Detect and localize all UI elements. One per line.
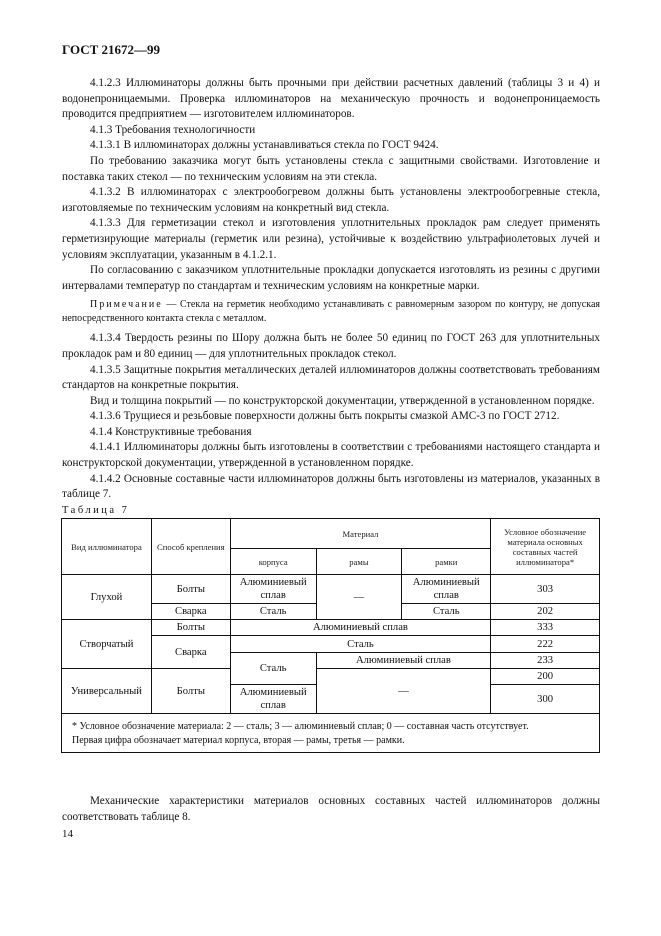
paragraph: По согласованию с заказчиком уплотнительные прокладки допускается изготовлять из резины с другими интервалами температур по стандартам и техническим условиям на конкретные марки. (62, 264, 600, 292)
cell-type: Универсальный (62, 669, 152, 714)
paragraph: 4.1.3.2 В иллюминаторах с электрообогревом должны быть установлены электрообогревные стекла, изготовляемые по техническим условиям на конкретный вид стекла. (62, 186, 600, 214)
paragraph: По требованию заказчика могут быть установлены стекла с защитными свойствами. Изготовление и поставка таких стекол — по техническим условиям на эти стекла. (62, 154, 600, 183)
cell-code: 333 (491, 620, 600, 636)
footnote-line: Первая цифра обозначает материал корпуса, вторая — рамы, третья — рамки. (72, 734, 405, 746)
header-code: Условное обозначение материала основных составных частей иллюминатора* (491, 519, 600, 575)
cell-code: 200 (491, 669, 600, 685)
header-frame: рамы (316, 549, 402, 575)
cell-code: 233 (491, 653, 600, 669)
page-number: 14 (62, 828, 73, 840)
footnote-line: * Условное обозначение материала: 2 — сталь; 3 — алюминиевый сплав; 0 — составная часть отсутствует. (72, 721, 529, 732)
cell-code: 300 (491, 685, 600, 714)
cell-code: 303 (491, 575, 600, 604)
paragraph: Механические характеристики материалов основных составных частей иллюминаторов должны соответствовать таблице 8. (62, 795, 600, 823)
header-body: корпуса (230, 549, 316, 575)
paragraph: 4.1.3 Требования технологичности (90, 123, 256, 136)
paragraph: 4.1.3.6 Трущиеся и резьбовые поверхности должны быть покрыты смазкой АМС-3 по ГОСТ 2712. (90, 410, 560, 423)
cell-material: Алюминиевый сплав (230, 620, 490, 636)
cell-code: 202 (491, 604, 600, 620)
table-caption: Таблица 7 (62, 505, 130, 516)
cell-body: Сталь (230, 653, 316, 685)
cell-frame2: Алюминиевый сплав (402, 575, 491, 604)
cell-mount: Болты (151, 620, 230, 636)
header-material: Материал (230, 519, 490, 549)
paragraph: 4.1.4.1 Иллюминаторы должны быть изготовлены в соответствии с требованиями настоящего стандарта и конструкторской документации, утвержденной в установленном порядке. (62, 441, 600, 470)
paragraph: 4.1.3.5 Защитные покрытия металлических деталей иллюминаторов должны соответствовать требованиям стандартов на конкретные покрытия. (62, 363, 600, 392)
paragraph: 4.1.3.1 В иллюминаторах должны устанавливаться стекла по ГОСТ 9424. (90, 139, 439, 152)
header-mount: Способ крепления (151, 519, 230, 575)
cell-body: Сталь (230, 604, 316, 620)
cell-material: — (316, 669, 491, 714)
header-frame2: рамки (402, 549, 491, 575)
cell-code: 222 (491, 636, 600, 653)
cell-material: Сталь (230, 636, 490, 653)
cell-frame2: Сталь (402, 604, 491, 620)
paragraph: 4.1.3.4 Твердость резины по Шору должна быть не более 50 единиц по ГОСТ 263 для уплотнительных прокладок рам и 80 единиц — для уплотнительных прокладок стекол. (62, 332, 600, 360)
body-text (62, 76, 600, 503)
header-type: Вид иллюминатора (62, 519, 152, 575)
cell-type: Створчатый (62, 620, 152, 669)
cell-mount: Болты (151, 669, 230, 714)
cell-mount: Сварка (151, 604, 230, 620)
note (62, 298, 600, 325)
cell-type: Глухой (62, 575, 152, 620)
note-label: Примечание (90, 299, 163, 311)
paragraph: 4.1.4 Конструктивные требования (90, 425, 252, 438)
closing-text (62, 794, 600, 825)
paragraph: 4.1.3.3 Для герметизации стекол и изготовления уплотнительных прокладок рам следует применять герметизирующие материалы (герметик или резина), устойчивые к воздействию ультрафиолетовых лучей и условиям эксплуатации, указанным в 4.1.2.1. (62, 217, 600, 261)
cell-body: Алюминиевый сплав (230, 685, 316, 714)
table-footnote (62, 714, 600, 753)
paragraph: Вид и толщина покрытий — по конструкторской документации, утвержденной в установленном порядке. (90, 394, 595, 407)
paragraph: 4.1.2.3 Иллюминаторы должны быть прочными при действии расчетных давлений (таблицы 3 и 4) и водонепроницаемыми. Проверка иллюминаторов на механическую прочность и водонепроницаемость проводится предприятием — изготовителем иллюминаторов. (62, 77, 600, 121)
cell-frame: — (316, 575, 402, 620)
paragraph: 4.1.4.2 Основные составные части иллюминаторов должны быть изготовлены из материалов, указанных в таблице 7. (62, 472, 600, 501)
cell-mount: Сварка (151, 636, 230, 669)
materials-table (61, 518, 600, 753)
cell-body: Алюминиевый сплав (230, 575, 316, 604)
document-header: ГОСТ 21672—99 (62, 42, 161, 57)
note-text: — Стекла на герметик необходимо устанавливать с равномерным зазором по контуру, не допуская непосредственного контакта стекла с металлом. (62, 299, 600, 324)
cell-mount: Болты (151, 575, 230, 604)
cell-material: Алюминиевый сплав (316, 653, 491, 669)
